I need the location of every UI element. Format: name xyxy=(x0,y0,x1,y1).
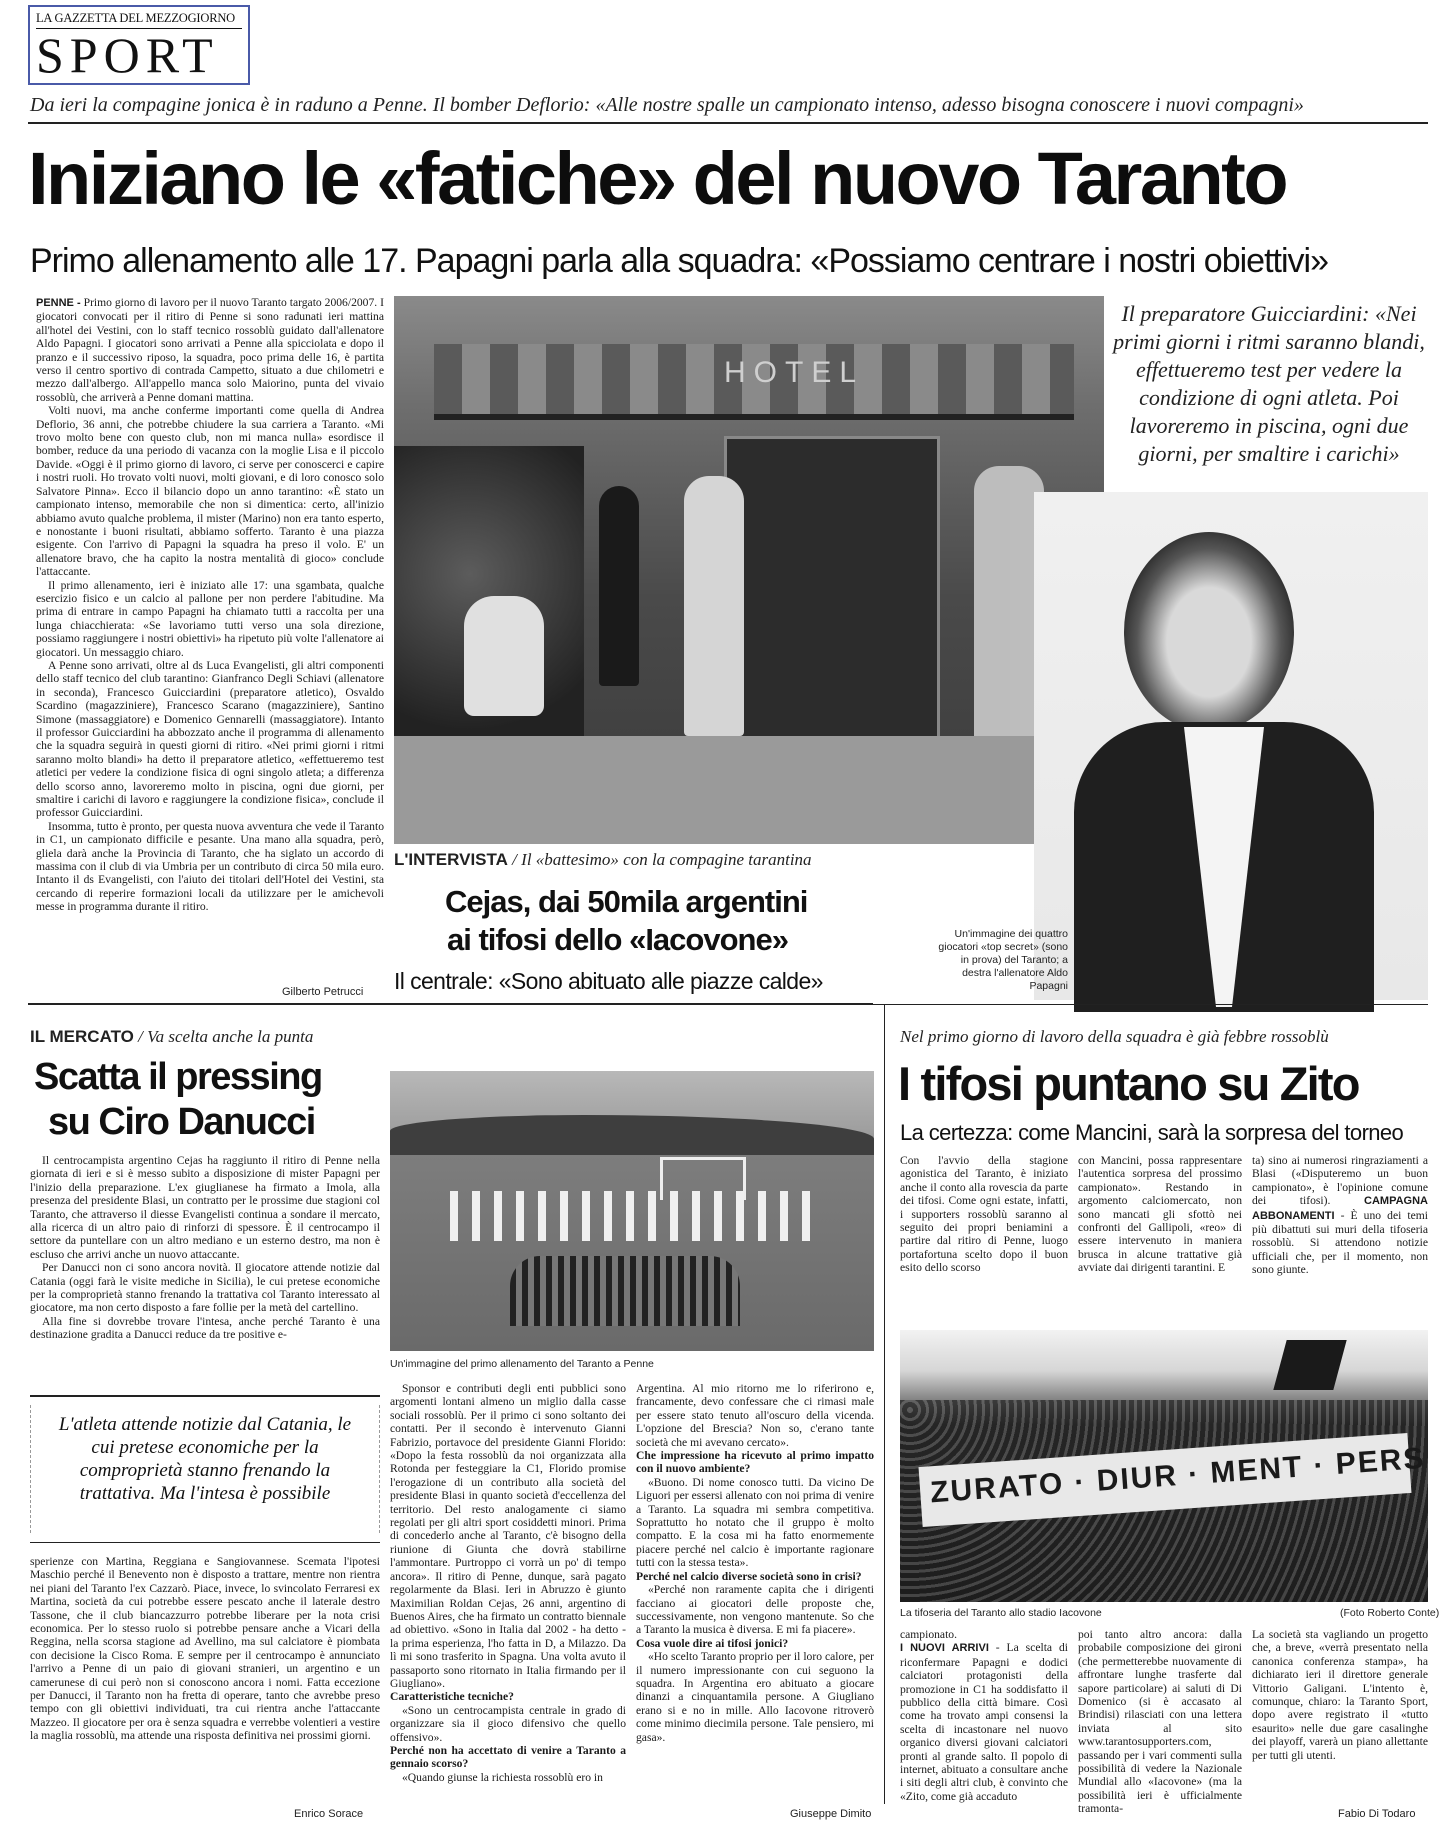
market-headline-1: Scatta il pressing xyxy=(34,1056,322,1098)
main-paragraph-5: Insomma, tutto è pronto, per questa nuova avventura che vede il Taranto in C1, un campionato difficile e pesante. Una mano alla squadra, però, gliela darà anche la Provincia di Taranto, che ha siglato un accordo di massima con il club di via Umbria per un contributo di circa 50 mila euro. Intanto il ds Evangelisti, con l'aiuto dei titolari dell'Hotel dei Vestini, sta cercando di reperire formazioni locali da utilizzare per le amichevoli messe in programma durante il ritiro. xyxy=(36,819,384,914)
fans-col3-b: - È uno dei temi più dibattuti sui muri della tifoseria rossoblù. Si attendono notizie ufficiali che, per il momento, non sono giunte. xyxy=(1252,1208,1428,1277)
main-subheadline: Primo allenamento alle 17. Papagni parla alla squadra: «Possiamo centrare i nostri obiettivi» xyxy=(30,242,1328,280)
market-kicker-line: IL MERCATO / Va scelta anche la punta xyxy=(30,1027,314,1046)
fans-b1-head: I NUOVI ARRIVI xyxy=(900,1642,989,1655)
interview-a2: «Quando giunse la richiesta rossoblù ero in xyxy=(402,1770,603,1784)
market-body-bottom xyxy=(30,1555,380,1803)
fans-col3-head: CAMPAGNA ABBONAMENTI xyxy=(1252,1195,1428,1222)
market-paragraph-1: Il centrocampista argentino Cejas ha raggiunto il ritiro di Penne nella giornata di ieri e si è messo subito a disposizione di mister Papagni per l'inizio della preparazione. L'ex giuglianese ha firmato a Imola, alla presenza del presidente Blasi, un contratto per le prossime due stagioni col Taranto, che attraverso il diesse Evangelisti continua a sondare il mercato, alla ricerca di un altro paio di rinforzi di spessore. È il centrocampo il settore da puntellare con un altro mediano e un esterno destro, ma non è escluso che arrivi anche un nuovo attaccante. xyxy=(30,1154,380,1261)
main-author: Gilberto Petrucci xyxy=(282,986,364,998)
fans-photo-credit: (Foto Roberto Conte) xyxy=(1340,1607,1440,1619)
main-paragraph-2: Volti nuovi, ma anche conferme importanti come quella di Andrea Deflorio, 36 anni, che potrebbe chiudere la sua carriera a Taranto. «Mi trovo molto bene con questo club, non mi manca nulla» esordisce il bomber, reduce da una periodo di vacanza con la moglie Lisa e il piccolo Davide. «Oggi è il primo giorno di lavoro, ci serve per conoscerci e capire i nostri ruoli. Ho trovato volti nuovi, molti giovani, e di loro conosco solo Salvatore Pinna». Ecco il bilancio dopo un anno tarantino: «È stato un campionato intenso, memorabile che non si dimentica: certo, all'inizio abbiamo avuto qualche problema, il mister (Marino) non era tanto esperto, e nonostante i buoni risultati, abbiamo sofferto. Taranto è una piazza esigente. Con l'arrivo di Papagni la squadra ha preso il volo. E' un allenatore bravo, che ha capito la nostra mentalità di gioco» conclude l'attaccante. xyxy=(36,404,384,579)
interview-q3: Che impressione ha ricevuto al primo impatto con il nuovo ambiente? xyxy=(636,1449,874,1476)
masthead-logo xyxy=(28,5,250,85)
fans-bottom-col1 xyxy=(900,1628,1068,1806)
hotel-sign: HOTEL xyxy=(724,356,865,389)
main-overline: Da ieri la compagine jonica è in raduno a Penne. Il bomber Deflorio: «Alle nostre spalle un campionato intenso, adesso bisogna conoscere i nuovi compagni» xyxy=(30,94,1304,116)
interview-label: L'INTERVISTA xyxy=(394,850,508,869)
interview-a1: «Sono un centrocampista centrale in grado di organizzare sia il gioco difensivo che quello offensivo». xyxy=(390,1703,626,1744)
hotel-photo xyxy=(394,296,1104,844)
market-body-top xyxy=(30,1154,380,1380)
pavement xyxy=(394,736,1104,844)
main-paragraph-1: Primo giorno di lavoro per il nuovo Taranto targato 2006/2007. I giocatori convocati per il ritiro di Penne si sono radunati ieri mattina all'hotel dei Vestini, con lo staff tecnico rossoblù guidato dall'allenatore Aldo Papagni. I giocatori sono arrivati a Penne alla spicciolata e dopo il pranzo e il successivo riposo, la squadra, poco prima delle 16, è partita verso il centro sportivo di contrada Campetto, situato a due chilometri e mezzo dall'albergo. All'appello manca solo Maiorino, punta del vivaio rossoblù, che arriverà a Penne domani mattina. xyxy=(36,296,384,404)
interview-col2-text: Argentina. Al mio ritorno me lo riferirono e, francamente, devo confessare che ci rimasi male per essere stato tenuto all'oscuro della vicenda. L'opzione del Brescia? Non so, c'erano tante società che mi avevano cercato». xyxy=(636,1382,874,1449)
main-paragraph-3: Il primo allenamento, ieri è iniziato alle 17: una sgambata, qualche esercizio fisico e un calcio al pallone per non perdere l'abitudine. Ma prima di entrare in campo Papagni ha chiamato tutti a raccolta per una lunga chiacchierata: «Se lavoriamo tutti verso una sola direzione, possiamo raggiungere i nostri obiettivi» ha ripetuto più volte l'allenatore ai giocatori. Un messaggio chiaro. xyxy=(36,578,384,659)
market-paragraph-2: Per Danucci non ci sono ancora novità. Il giocatore attende notizie dal Catania (oggi farà le visite mediche in Sicilia), le cui pretese economiche per la comproprietà stanno frenando la trattativa col Taranto interessato al giocatore, ma non certo disposto a fare follie per la metà del cartellino. xyxy=(30,1261,380,1315)
main-photo-caption: Un'immagine dei quattro giocatori «top secret» (sono in prova) del Taranto; a destra l'allenatore Aldo Papagni xyxy=(938,928,1068,992)
market-headline-2: su Ciro Danucci xyxy=(48,1101,315,1143)
interview-q1: Caratteristiche tecniche? xyxy=(390,1690,514,1704)
fans-b1-text: - La scelta di riconfermare Papagni e dodici calciatori protagonisti della promozione in C1 ha soddisfatto il pubblico della città bimare. Così come ha trovato ampi consensi la scelta di incastonare nel nuovo organico diversi giovani calciatori pronti al grande salto. Il popolo di internet, abituato a consultare anche i siti degli altri club, è convinto che «Zito, come già accaduto xyxy=(900,1641,1068,1803)
fans-col3-text: ta) sino ai numerosi ringraziamenti a Blasi («Disputeremo un buon campionato», è l'opinione comune dei tifosi). xyxy=(1252,1154,1428,1208)
interview-a4: «Perché non raramente capita che i dirigenti facciano ai giocatori delle proposte che, successivamente, non vengono mantenute. So che a Taranto la musica è diversa. E mi fa piacere». xyxy=(636,1583,874,1637)
players-group xyxy=(450,1191,810,1241)
fans-col1: Con l'avvio della stagione agonistica del Taranto, è iniziato anche il conto alla rovescia da parte dei tifosi. Come ogni estate, infatti, i supporters rossoblù saranno al seguito dei propri beniamini a partire dal ritiro di Penne, luogo portafortuna scelto dopo il buon esito dello scorso xyxy=(900,1154,1068,1275)
interview-author: Giuseppe Dimito xyxy=(790,1808,872,1820)
interview-q5: Cosa vuole dire ai tifosi jonici? xyxy=(636,1636,789,1650)
fans-photo xyxy=(900,1330,1428,1602)
player-2 xyxy=(684,476,744,736)
market-paragraph-3: Alla fine si dovrebbe trovare l'intesa, anche perché Taranto è una destinazione gradita a Danucci reduce da tre positive e- xyxy=(30,1314,380,1342)
paper-name: LA GAZZETTA DEL MEZZOGIORNO xyxy=(36,11,236,25)
training-photo-caption: Un'immagine del primo allenamento del Taranto a Penne xyxy=(390,1358,654,1370)
player-1 xyxy=(599,486,639,686)
fans-kicker: Nel primo giorno di lavoro della squadra è già febbre rossoblù xyxy=(900,1027,1329,1046)
fans-subheadline: La certezza: come Mancini, sarà la sorpresa del torneo xyxy=(900,1120,1404,1145)
fans-bottom-col3: La società sta vagliando un progetto che, a breve, «verrà presentato nella canonica conferenza stampa», ha dichiarato ieri il direttore generale Vittorio Galigani. L'intento è, comunque, chiaro: la Taranto Sport, dopo avere registrato il «tutto esaurito» nelle due gare casalinghe dei playoff, varerà un piano allettante per tutti gli utenti. xyxy=(1252,1628,1428,1762)
interview-a3: «Buono. Di nome conosco tutti. Da vicino De Liguori per essersi allenato con noi prima di venire a Taranto. La squadra mi sembra competitiva. Soprattutto ho notato che il gruppo è molto compatto. E la cosa mi ha fatto enormemente piacere perché nel calcio è importante ragionare tutti con la stessa testa». xyxy=(636,1475,874,1570)
fans-col2: con Mancini, possa rappresentare l'autentica sorpresa del prossimo campionato». Restando in argomento calciomercato, non sono mancati gli sfottò nei confronti del Gallipoli, «reo» di essere intervenuto in maniera brusca in alcune trattative già avviate dai dirigenti tarantini. E xyxy=(1078,1154,1242,1275)
fans-banner-text: ZURATO · DIUR · MENT · PERS xyxy=(929,1441,1427,1510)
interview-body-col2 xyxy=(636,1382,874,1806)
section-title: SPORT xyxy=(36,27,219,83)
interview-headline-1: Cejas, dai 50mila argentini xyxy=(445,884,808,919)
market-label: IL MERCATO xyxy=(30,1027,134,1046)
fans-bottom-col2: poi tanto altro ancora: dalla probabile composizione dei gironi (che permetterebbe nuovamente di affrontare lunghe trasferte dal sapore particolare) ai saluti di Di Domenico (si è accasato al Brindisi) rilasciati con una lettera inviata al sito www.tarantosupporters.com, passando per i vari commenti sulla possibilità di vedere la Nazionale Mundial allo «Iacovone» (ma la possibilità ieri è ufficialmente tramonta- xyxy=(1078,1628,1242,1816)
doorway xyxy=(724,436,940,742)
interview-body-col1 xyxy=(390,1382,626,1806)
dugout xyxy=(510,1256,740,1326)
fans-headline: I tifosi puntano su Zito xyxy=(898,1057,1359,1110)
interview-kicker-line: L'INTERVISTA / Il «battesimo» con la compagine tarantina xyxy=(394,850,812,869)
interview-kicker: Il «battesimo» con la compagine tarantina xyxy=(521,850,812,869)
market-quote-box xyxy=(30,1395,380,1543)
papagni-photo xyxy=(1034,492,1428,1000)
main-article-body xyxy=(36,296,384,982)
main-paragraph-4: A Penne sono arrivati, oltre al ds Luca Evangelisti, gli altri componenti dello staff tecnico del club tarantino: Gianfranco Degli Schiavi (allenatore in seconda), Francesco Guicciardini (preparatore atletico), Osvaldo Scardino (magazziniere), Francesco Scarano (magazziniere), Santino Simone (massaggiatore) e Domenico Gennarelli (massaggiatore). Intanto il professor Guicciardini ha abbozzato anche il programma di allenamento che la squadra seguirà in questi giorni di ritiro. «Nei primi giorni i ritmi saranno molto blandi» ha detto il preparatore atletico, «effettueremo test atletici per vedere la condizione fisica di ogni singolo atleta; a differenza dello scorso anno, lavoreremo molto in piscina, ogni due giorni, per smaltire i carichi di lavoro e raggiungere la condizione fisica», conclude il professor Guicciardini. xyxy=(36,658,384,820)
main-headline: Iniziano le «fatiche» del nuovo Taranto xyxy=(28,137,1287,220)
market-author: Enrico Sorace xyxy=(294,1808,364,1820)
market-kicker: Va scelta anche la punta xyxy=(147,1027,314,1046)
fans-author: Fabio Di Todaro xyxy=(1338,1808,1416,1820)
training-photo xyxy=(390,1071,874,1351)
player-4-seated xyxy=(464,596,544,716)
market-box-quote: L'atleta attende notizie dal Catania, le cui pretese economiche per la comproprietà stanno frenando la trattativa. Ma l'intesa è possibile xyxy=(58,1414,352,1504)
main-dateline: PENNE - xyxy=(36,297,81,309)
interview-q4: Perché nel calcio diverse società sono in crisi? xyxy=(636,1569,862,1583)
interview-q2: Perché non ha accettato di venire a Taranto a gennaio scorso? xyxy=(390,1743,626,1771)
interview-intro: Sponsor e contributi degli enti pubblici sono argomenti lontani almeno un miglio dalla casse sociali rossoblù. Per il primo ci sono soltanto dei contatti. Per il secondo è intervenuto Gianni Fabrizio, portavoce del presidente Gianni Florido: «Dopo la festa rossoblù da noi organizzata alla Rotonda per festeggiare la C1, Florido promise l'erogazione di un contributo alla società del presidente Blasi in quanto società d'eccellenza del territorio. Del resto analogamente ci siamo regolati per gli altri sport cosiddetti minori. Prima di concederlo anche al Taranto, c'è bisogno della riunione di Giunta che dovrà stabilirne l'ammontare. Purtroppo ci vorrà un po' di tempo ancora». Il ritiro di Penne, dunque, sarà pagato regolarmente da Blasi. Ieri in Abruzzo è giunto Maximilian Roldan Cejas, 26 anni, argentino di Buenos Aires, che ha firmato un contratto biennale ad obiettivo. «Sono in Italia dal 2002 - ha detto - la prima esperienza, l'ho fatta in D, a Milazzo. Da lì mi sono trasferito in Spagna. Una volta avuto il passaporto sono ritornato in Italia firmando per il Giugliano». xyxy=(390,1382,626,1690)
treeline xyxy=(390,1115,874,1155)
market-paragraph-4: sperienze con Martina, Reggiana e Sangiovannese. Scemata l'ipotesi Maschio perché il Benevento non è disposto a trattare, mentre non rientra nei piani del Taranto l'ex Cazzarò. Piace, invece, lo svincolato Ferraresi ex Martina, società da cui potrebbe essere pescato anche il laterale destro Tassone, che il club biancazzurro potrebbe liberare per la nota crisi economica. Per lo stesso ruolo si potrebbe pensare anche a Vicari della Reggina, nella scorsa stagione ad Avellino, ma sul calciatore è piombata con decisione la Cisco Roma. E sempre per il centrocampo è annunciato l'arrivo a Penne di un paio di giovani stranieri, un argentino e un camerunese di cui però non si conoscono ancora i nomi. Fatta eccezione per Danucci, il Taranto non ha fretta di operare, tanto che avrebbe preso tempo con gli obiettivi individuati, tra cui rientra anche l'attaccante Mazzeo. Il giocatore per ora è senza squadra e verrebbe volentieri a vestire la maglia rossoblù, ma attende una risposta definitiva nei prossimi giorni. xyxy=(30,1555,380,1743)
papagni-head xyxy=(1124,532,1294,732)
guicciardini-pullquote: Il preparatore Guicciardini: «Nei primi giorni i ritmi saranno blandi, effettueremo test per vedere la condizione di ogni atleta. Poi lavoreremo in piscina, ogni due giorni, per smaltire i carichi» xyxy=(1113,301,1425,466)
fans-b1: campionato. xyxy=(900,1628,957,1641)
interview-headline-2: ai tifosi dello «Iacovone» xyxy=(447,922,788,957)
fans-photo-caption: La tifoseria del Taranto allo stadio Iacovone xyxy=(900,1607,1102,1619)
interview-a5: «Ho scelto Taranto proprio per il loro calore, per il numero impressionante con cui seguono la squadra. In Argentina ero abituato a giocare dinanzi a cinquantamila persone. A Giugliano erano si e no in mille. Allo Iacovone ritroverò come minimo diecimila persone. Tale pensiero, mi gasa». xyxy=(636,1650,874,1744)
interview-subheadline: Il centrale: «Sono abituato alle piazze calde» xyxy=(394,968,823,994)
fans-col3 xyxy=(1252,1154,1428,1320)
flag xyxy=(1273,1340,1346,1390)
